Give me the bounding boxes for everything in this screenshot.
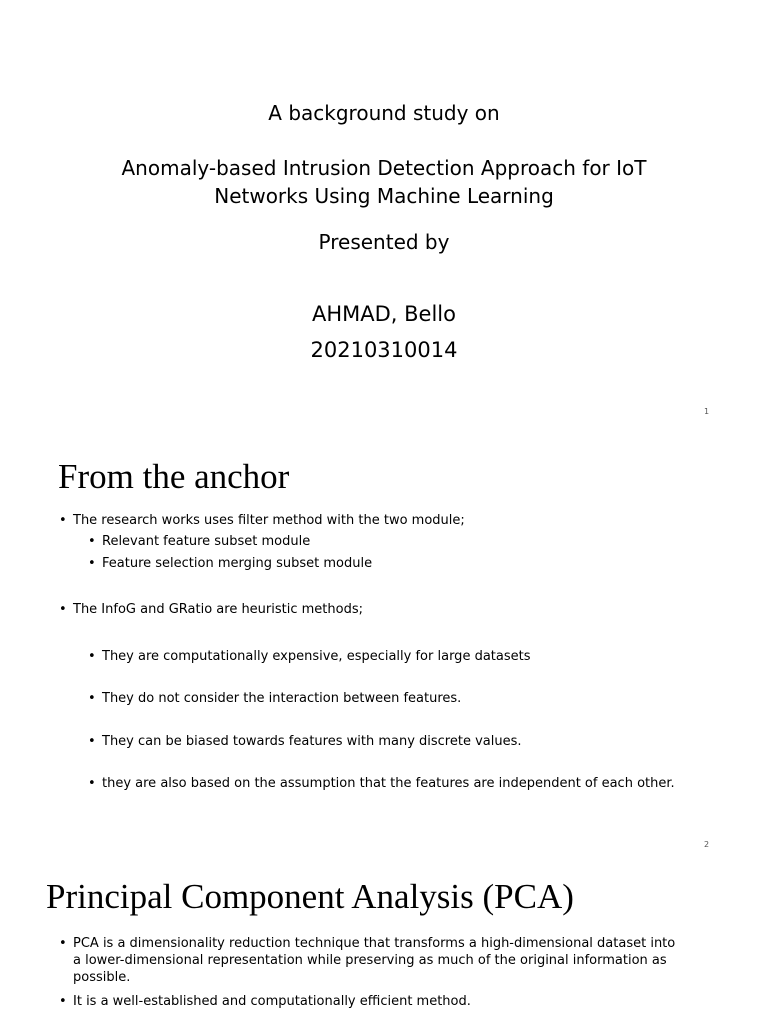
presentation-title-line-2: Networks Using Machine Learning [214,184,554,208]
bullet-icon: • [59,994,67,1009]
list-item [59,993,471,1010]
presented-by-label: Presented by [318,230,450,254]
bullet-text: They do not consider the interaction between features. [102,691,462,706]
list-item [59,935,685,986]
bullet-icon: • [88,534,96,549]
page-number: 1 [704,407,710,416]
author-name: AHMAD, Bello [311,302,456,326]
bullet-icon: • [59,936,67,951]
bullet-icon: • [88,556,96,571]
bullet-icon: • [88,776,96,791]
bullet-text: The InfoG and GRatio are heuristic methods; [73,602,363,617]
bullet-icon: • [59,602,67,617]
bullet-text: They are computationally expensive, especially for large datasets [102,649,531,664]
slide-title: From the anchor [58,457,290,496]
bullet-text: they are also based on the assumption that the features are independent of each other. [102,776,675,791]
bullet-icon: • [88,734,96,749]
presentation-title-line-1: Anomaly-based Intrusion Detection Approach for IoT [121,156,647,180]
slide-heading: A background study on [268,101,500,125]
bullet-icon: • [88,649,96,664]
bullet-text: Feature selection merging subset module [102,556,373,571]
bullet-text: It is a well-established and computationally efficient method. [73,994,471,1009]
bullet-icon: • [88,691,96,706]
bullet-text: PCA is a dimensionality reduction technique that transforms a high-dimensional dataset into a lower-dimensional representation while preserving as much of the original information as possible. [73,936,676,985]
bullet-text: They can be biased towards features with many discrete values. [102,734,522,749]
slide-title: Principal Component Analysis (PCA) [46,877,574,916]
bullet-text: The research works uses filter method with the two module; [73,513,465,528]
page-number: 2 [704,840,710,849]
bullet-text: Relevant feature subset module [102,534,311,549]
bullet-icon: • [59,513,67,528]
student-id: 20210310014 [310,338,458,362]
